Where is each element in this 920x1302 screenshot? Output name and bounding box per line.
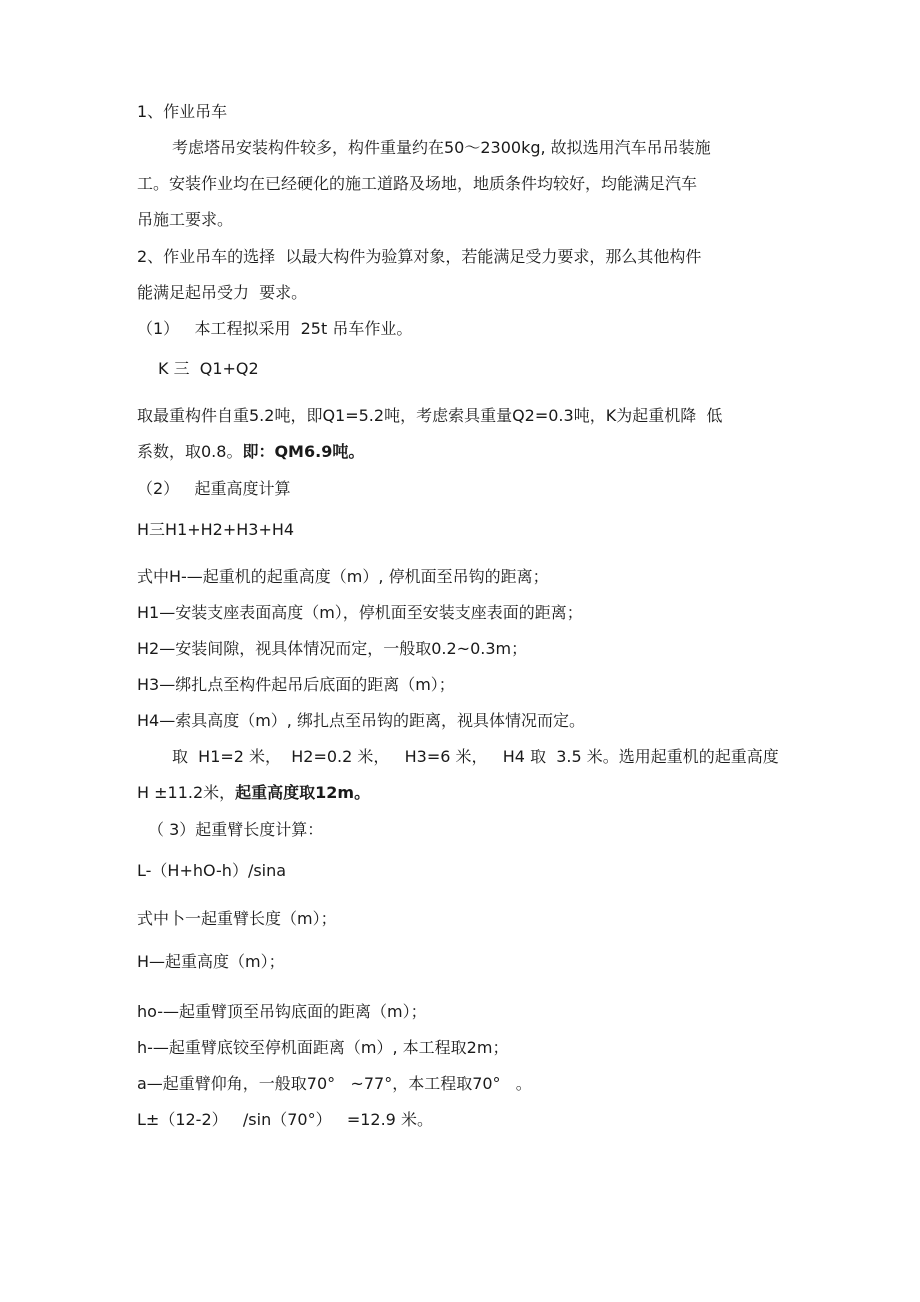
paragraph-line: 考虑塔吊安装构件较多，构件重量约在50～2300kg, 故拟选用汽车吊吊装施 [172,138,711,157]
item-1: （1） 本工程拟采用 25t 吊车作业。 [137,319,413,338]
paragraph-line: 能满足起吊受力 要求。 [137,283,308,302]
definition-line: H3—绑扎点至构件起吊后底面的距离（m）； [137,675,455,694]
definition-line: a—起重臂仰角，一般取70° ~77°，本工程取70° 。 [137,1074,532,1093]
definition-line: H4—索具高度（m）, 绑扎点至吊钩的距离，视具体情况而定。 [137,711,585,730]
definition-line: 式中卜一起重臂长度（m）； [137,909,337,928]
paragraph-line: 取最重构件自重5.2吨，即Q1=5.2吨，考虑索具重量Q2=0.3吨，K为起重机降 低 [137,406,723,425]
formula-l: L-（H+hO-h）/sina [137,861,287,880]
bold-result: 即：QM6.9吨。 [242,442,365,461]
result-line: L±（12-2） /sin（70°） =12.9 米。 [137,1110,433,1129]
paragraph-line: 吊施工要求。 [137,210,234,229]
item-3: （ 3）起重臂长度计算： [148,820,324,839]
definition-line: h-—起重臂底铰至停机面距离（m）, 本工程取2m； [137,1038,509,1057]
definition-line: H1—安装支座表面高度（m），停机面至安装支座表面的距离； [137,603,583,622]
paragraph-line: H ±11.2米，起重高度取12m。 [137,783,371,802]
definition-line: 式中H-—起重机的起重高度（m）, 停机面至吊钩的距离； [137,567,549,586]
paragraph-line: 工。安装作业均在已经硬化的施工道路及场地，地质条件均较好，均能满足汽车 [137,174,698,193]
definition-line: H2—安装间隙，视具体情况而定，一般取0.2~0.3m； [137,639,528,658]
heading-1: 1、作业吊车 [137,102,228,121]
item-2: （2） 起重高度计算 [137,479,291,498]
definition-line: ho-—起重臂顶至吊钩底面的距离（m）； [137,1002,427,1021]
definition-line: H—起重高度（m）； [137,952,285,971]
formula-h: H三H1+H2+H3+H4 [137,520,295,539]
formula-k: K 三 Q1+Q2 [158,359,259,378]
paragraph-line: 取 H1=2 米， H2=0.2 米， H3=6 米， H4 取 3.5 米。选用起重机的起重高度 [172,747,779,766]
paragraph-line: 系数，取0.8。即：QM6.9吨。 [137,442,365,461]
bold-result: 起重高度取12m。 [235,783,371,802]
heading-2: 2、作业吊车的选择 以最大构件为验算对象，若能满足受力要求，那么其他构件 [137,247,702,266]
